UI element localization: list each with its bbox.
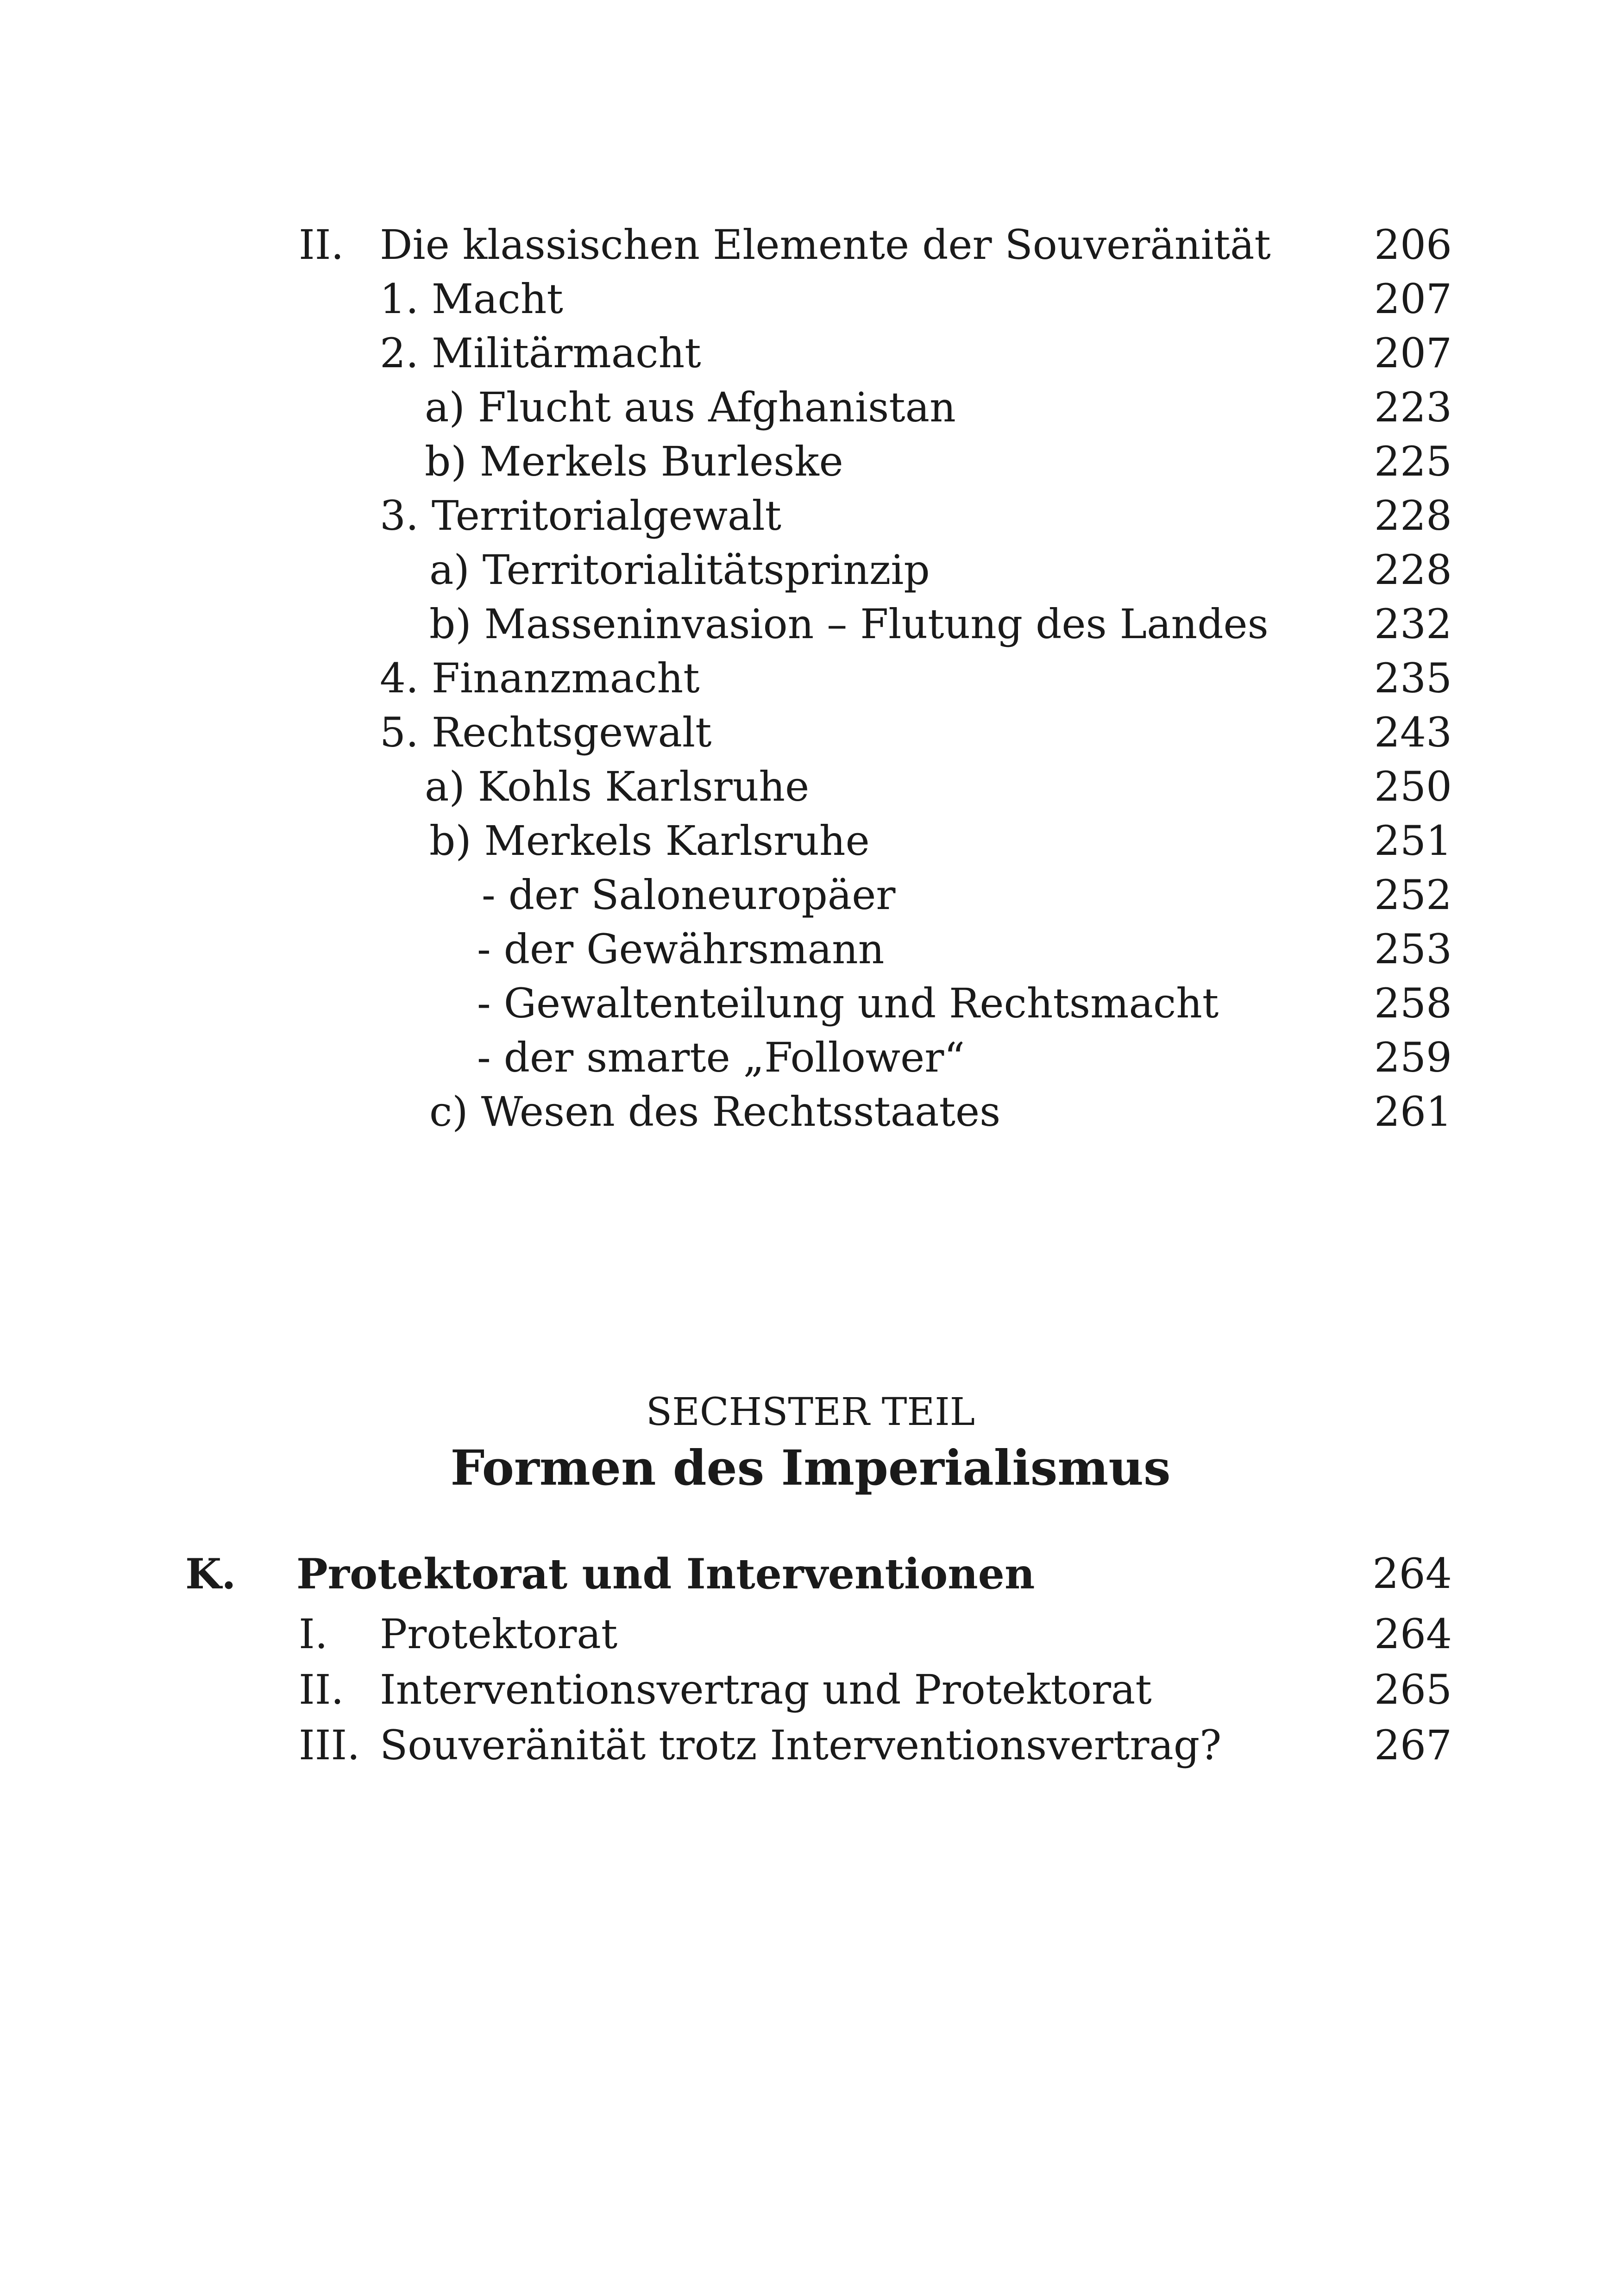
toc-entry-title: - der smarte „Follower“	[477, 1034, 965, 1081]
toc-entry-page: 207	[1374, 275, 1452, 323]
toc-entry-page: 264	[1374, 1610, 1452, 1658]
toc-entry-title: - der Saloneuropäer	[482, 871, 896, 919]
toc-entry-title: 1. Macht	[380, 275, 563, 323]
toc-entry-page: 259	[1374, 1034, 1452, 1081]
toc-entry-title: - der Gewährsmann	[477, 925, 885, 973]
toc-entry	[299, 1030, 1452, 1085]
part-title: Formen des Imperialismus	[450, 1439, 1171, 1496]
part-label: SECHSTER TEIL	[646, 1390, 975, 1434]
toc-entry-number: II.	[299, 221, 344, 269]
toc-entry-page: 251	[1374, 817, 1452, 865]
toc-entry-page: 250	[1374, 763, 1452, 810]
toc-entry-title: 3. Territorialgewalt	[380, 492, 782, 539]
toc-entry	[299, 380, 1452, 435]
chapter-page: 264	[1372, 1549, 1452, 1598]
toc-entry-number: II.	[299, 1666, 344, 1713]
toc-entry	[299, 597, 1452, 652]
toc-entry	[299, 976, 1452, 1031]
toc-entry-title: c) Wesen des Rechtsstaates	[429, 1088, 1001, 1135]
toc-entry	[299, 272, 1452, 326]
chapter-number: K.	[185, 1549, 236, 1599]
toc-entry-number: I.	[299, 1610, 328, 1658]
toc-entry	[299, 922, 1452, 977]
toc-entry-page: 206	[1374, 221, 1452, 269]
toc-entry-title: Die klassischen Elemente der Souveränität	[380, 221, 1271, 269]
toc-entry-title: b) Masseninvasion – Flutung des Landes	[429, 600, 1269, 648]
chapter-title: Protektorat und Interventionen	[296, 1549, 1035, 1599]
toc-entry	[299, 218, 1452, 272]
toc-entry	[299, 434, 1452, 489]
toc-entry-title: b) Merkels Karlsruhe	[429, 817, 870, 865]
toc-entry-page: 207	[1374, 329, 1452, 377]
toc-entry-page: 265	[1374, 1666, 1452, 1713]
toc-entry-title: a) Kohls Karlsruhe	[425, 763, 810, 810]
toc-entry	[299, 651, 1452, 706]
toc-entry-page: 252	[1374, 871, 1452, 919]
toc-entry-title: 5. Rechtsgewalt	[380, 709, 712, 756]
toc-entry-page: 223	[1374, 383, 1452, 431]
toc-entry-page: 253	[1374, 925, 1452, 973]
toc-entry-page: 267	[1374, 1721, 1452, 1769]
toc-entry	[299, 814, 1452, 868]
toc-entry	[299, 705, 1452, 760]
toc-entry	[299, 759, 1452, 814]
toc-entry-title: Interventionsvertrag und Protektorat	[380, 1666, 1152, 1713]
toc-entry-title: 4. Finanzmacht	[380, 654, 700, 702]
toc-entry-title: a) Flucht aus Afghanistan	[425, 383, 956, 431]
toc-entry-title: 2. Militärmacht	[380, 329, 701, 377]
toc-entry-page: 225	[1374, 438, 1452, 485]
toc-entry	[299, 1662, 1452, 1717]
toc-entry	[299, 489, 1452, 543]
toc-entry-page: 228	[1374, 546, 1452, 594]
toc-entry-title: - Gewaltenteilung und Rechtsmacht	[477, 979, 1219, 1027]
toc-entry	[299, 543, 1452, 597]
toc-entry-page: 228	[1374, 492, 1452, 539]
toc-entry-page: 243	[1374, 709, 1452, 756]
toc-entry	[299, 1607, 1452, 1662]
toc-entry	[299, 1085, 1452, 1139]
toc-entry-page: 235	[1374, 654, 1452, 702]
toc-entry-page: 258	[1374, 979, 1452, 1027]
chapter-entry	[185, 1547, 1452, 1601]
toc-entry-title: Protektorat	[380, 1610, 618, 1658]
toc-entry-number: III.	[299, 1721, 360, 1769]
toc-entry-page: 232	[1374, 600, 1452, 648]
toc-entry	[299, 1718, 1452, 1773]
toc-entry	[299, 326, 1452, 381]
toc-entry	[299, 868, 1452, 922]
toc-entry-title: Souveränität trotz Interventionsvertrag?	[380, 1721, 1222, 1769]
toc-entry-title: b) Merkels Burleske	[425, 438, 843, 485]
toc-entry-title: a) Territorialitätsprinzip	[429, 546, 930, 594]
toc-entry-page: 261	[1374, 1088, 1452, 1135]
